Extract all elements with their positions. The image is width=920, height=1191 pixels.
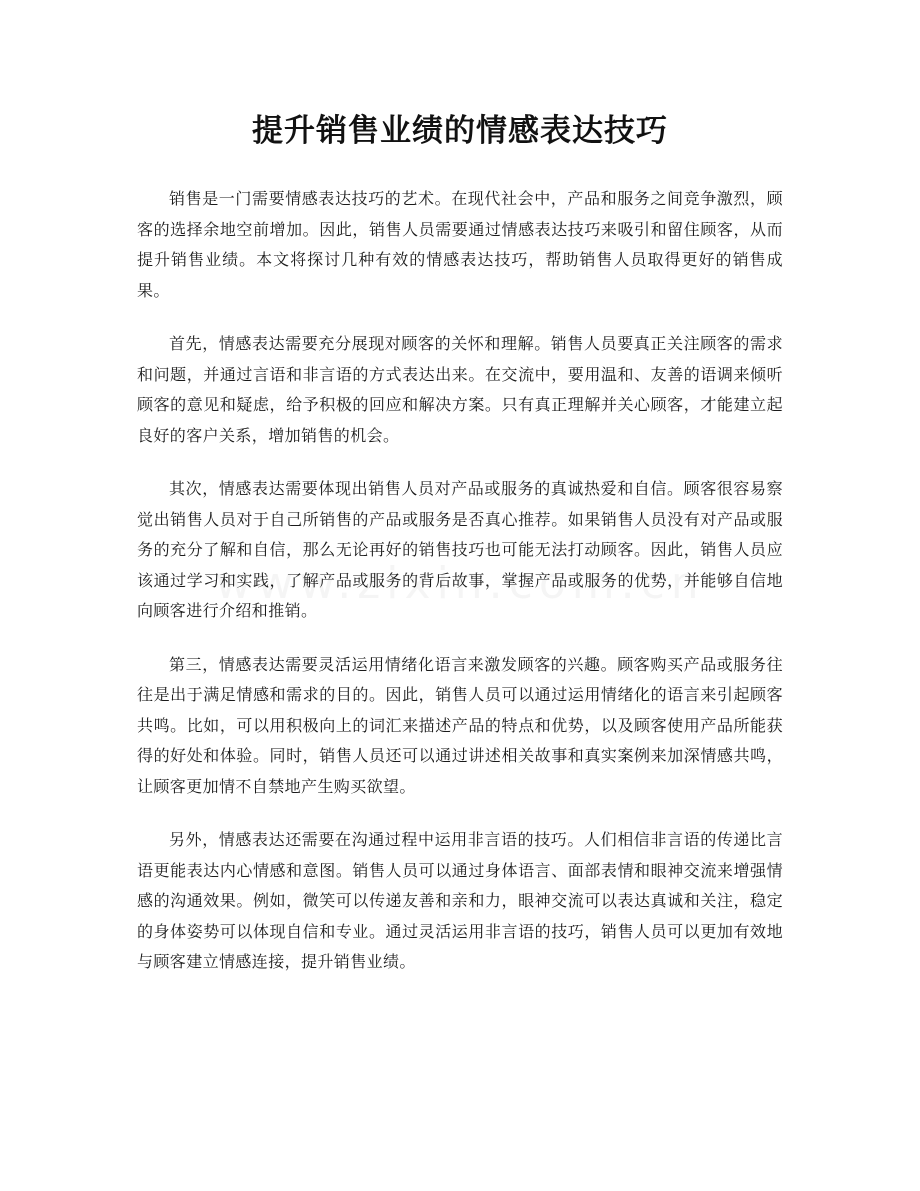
paragraph-care-understanding: 首先，情感表达需要充分展现对顾客的关怀和理解。销售人员要真正关注顾客的需求和问题，并通过言语和非言语的方式表达出来。在交流中，要用温和、友善的语调来倾听顾客的意见和疑虑，给予积极的回应和解决方案。只有真正理解并关心顾客，才能建立起良好的客户关系，增加销售的机会。 (137, 334, 783, 445)
document-body (137, 184, 783, 1001)
paragraph-intro: 销售是一门需要情感表达技巧的艺术。在现代社会中，产品和服务之间竞争激烈，顾客的选择余地空前增加。因此，销售人员需要通过情感表达技巧来吸引和留住顾客，从而提升销售业绩。本文将探讨几种有效的情感表达技巧，帮助销售人员取得更好的销售成果。 (137, 189, 783, 300)
document-title: 提升销售业绩的情感表达技巧 (252, 113, 668, 149)
paragraph-nonverbal: 另外，情感表达还需要在沟通过程中运用非言语的技巧。人们相信非言语的传递比言语更能表达内心情感和意图。销售人员可以通过身体语言、面部表情和眼神交流来增强情感的沟通效果。例如，微笑可以传递友善和亲和力，眼神交流可以表达真诚和关注，稳定的身体姿势可以体现自信和专业。通过灵活运用非言语的技巧，销售人员可以更加有效地与顾客建立情感连接，提升销售业绩。 (137, 830, 783, 971)
paragraph-sincerity-confidence: 其次，情感表达需要体现出销售人员对产品或服务的真诚热爱和自信。顾客很容易察觉出销售人员对于自己所销售的产品或服务是否真心推荐。如果销售人员没有对产品或服务的充分了解和自信，那么无论再好的销售技巧也可能无法打动顾客。因此，销售人员应该通过学习和实践，了解产品或服务的背后故事，掌握产品或服务的优势，并能够自信地向顾客进行介绍和推销。 (137, 479, 783, 620)
paragraph-emotional-language: 第三，情感表达需要灵活运用情绪化语言来激发顾客的兴趣。顾客购买产品或服务往往是出于满足情感和需求的目的。因此，销售人员可以通过运用情绪化的语言来引起顾客共鸣。比如，可以用积极向上的词汇来描述产品的特点和优势，以及顾客使用产品所能获得的好处和体验。同时，销售人员还可以通过讲述相关故事和真实案例来加深情感共鸣，让顾客更加情不自禁地产生购买欲望。 (137, 654, 783, 796)
